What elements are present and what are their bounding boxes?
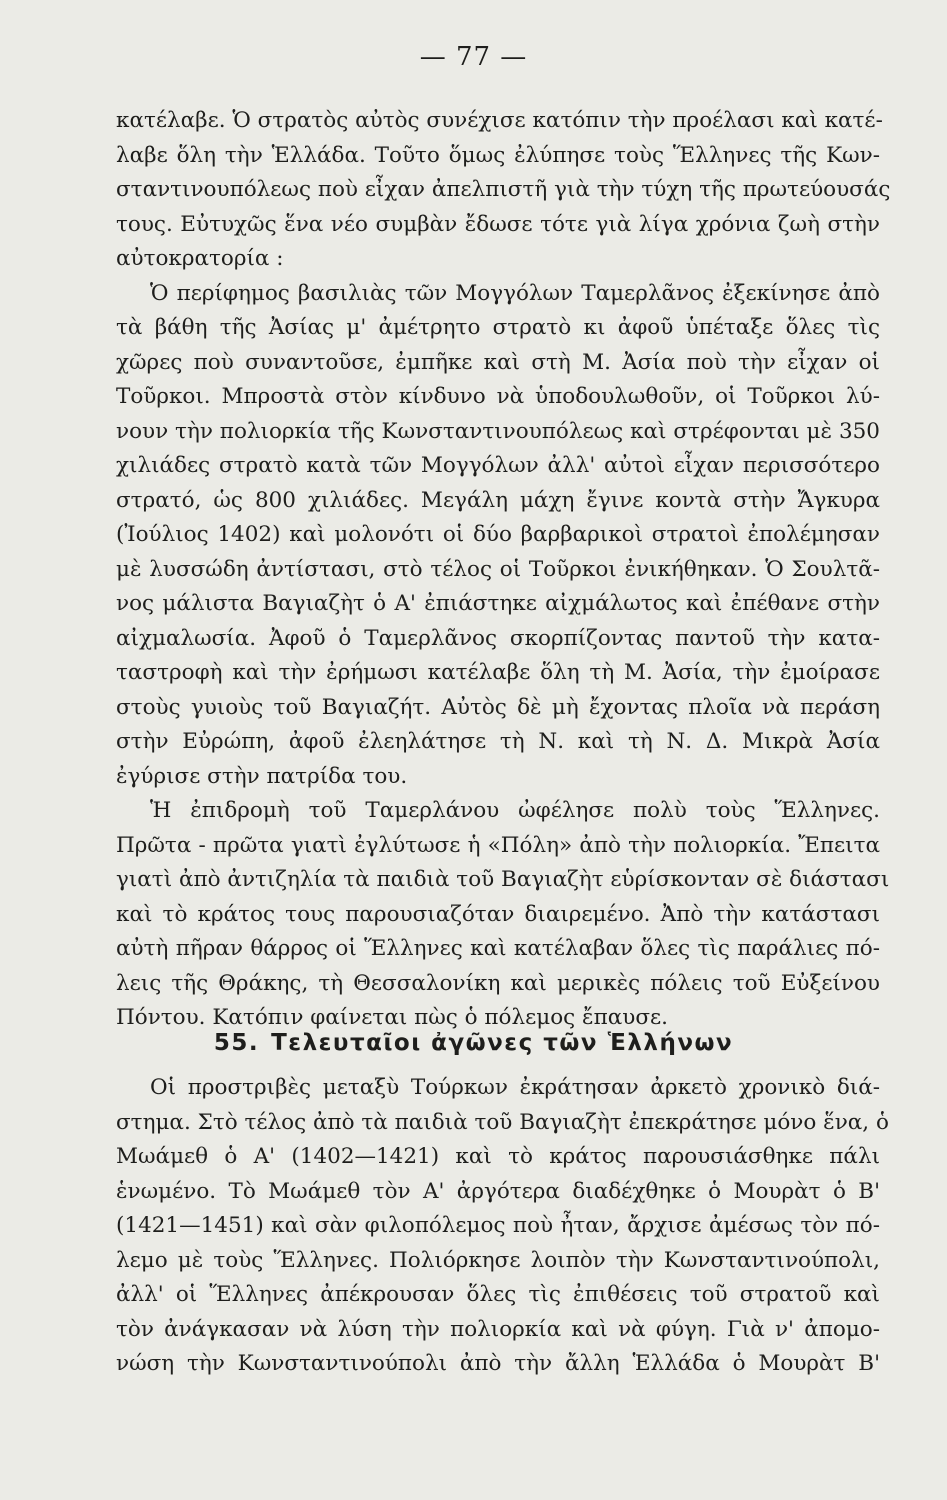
section-title: Τελευταῖοι ἀγῶνες τῶν Ἑλλήνων	[271, 1030, 734, 1056]
text-line: αἰχμαλωσία. Ἀφοῦ ὁ Ταμερλᾶνος σκορπίζοντας παντοῦ τὴν κατα-	[116, 625, 880, 651]
text-line: γιατὶ ἀπὸ ἀντιζηλία τὰ παιδιὰ τοῦ Βαγιαζὴτ εὑρίσκονταν σὲ διάστασι	[116, 867, 890, 892]
text-line: νώση τὴν Κωνσταντινούπολι ἀπὸ τὴν ἄλλη Ἑλλάδα ὁ Μουρὰτ Β'	[116, 1351, 880, 1376]
text-line: καὶ τὸ κράτος τους παρουσιαζόταν διαιρεμένο. Ἀπὸ τὴν κατάστασι	[116, 901, 880, 927]
text-line: αὐτοκρατορία :	[116, 246, 284, 271]
text-line: ἀλλ' οἱ Ἕλληνες ἀπέκρουσαν ὅλες τὶς ἐπιθέσεις τοῦ στρατοῦ καὶ	[116, 1282, 880, 1307]
text-line: Μωάμεθ ὁ Α' (1402—1421) καὶ τὸ κράτος παρουσιάσθηκε πάλι	[116, 1144, 880, 1169]
text-line: Ἡ ἐπιδρομὴ τοῦ Ταμερλάνου ὠφέλησε πολὺ τοὺς Ἕλληνες.	[150, 798, 880, 823]
text-line: νος μάλιστα Βαγιαζὴτ ὁ Α' ἐπιάστηκε αἰχμάλωτος καὶ ἐπέθανε στὴν	[116, 591, 880, 616]
text-line: κατέλαβε. Ὁ στρατὸς αὐτὸς συνέχισε κατόπιν τὴν προέλασι καὶ κατέ-	[116, 108, 883, 133]
text-line: αὐτὴ πῆραν θάρρος οἱ Ἕλληνες καὶ κατέλαβαν ὅλες τὶς παράλιες πό-	[116, 936, 880, 961]
text-line: στημα. Στὸ τέλος ἀπὸ τὰ παιδιὰ τοῦ Βαγιαζὴτ ἐπεκράτησε μόνο ἕνα, ὁ	[116, 1109, 889, 1135]
text-line: λεις τῆς Θράκης, τὴ Θεσσαλονίκη καὶ μερικὲς πόλεις τοῦ Εὐξείνου	[116, 970, 880, 996]
text-line: Πρῶτα - πρῶτα γιατὶ ἐγλύτωσε ἡ «Πόλη» ἀπὸ τὴν πολιορκία. Ἔπειτα	[116, 832, 880, 858]
page-number: — 77 —	[419, 42, 528, 72]
text-line: στοὺς γυιοὺς τοῦ Βαγιαζήτ. Αὐτὸς δὲ μὴ ἔχοντας πλοῖα νὰ περάση	[116, 694, 880, 720]
text-line: ταστροφὴ καὶ τὴν ἐρήμωσι κατέλαβε ὅλη τὴ Μ. Ἀσία, τὴν ἐμοίρασε	[116, 660, 880, 685]
text-line: τὰ βάθη τῆς Ἀσίας μ' ἀμέτρητο στρατὸ κι ἀφοῦ ὑπέταξε ὅλες τὶς	[116, 315, 880, 340]
text-line: λεμο μὲ τοὺς Ἕλληνες. Πολιόρκησε λοιπὸν τὴν Κωνσταντινούπολι,	[116, 1247, 880, 1273]
text-line: χῶρες ποὺ συναντοῦσε, ἐμπῆκε καὶ στὴ Μ. Ἀσία ποὺ τὴν εἶχαν οἱ	[116, 349, 880, 375]
text-line: στρατό, ὡς 800 χιλιάδες. Μεγάλη μάχη ἔγινε κοντὰ στὴν Ἄγκυρα	[116, 487, 880, 513]
text-line: νουν τὴν πολιορκία τῆς Κωνσταντινουπόλεως καὶ στρέφονται μὲ 350	[116, 418, 880, 444]
text-line: στὴν Εὐρώπη, ἀφοῦ ἐλεηλάτησε τὴ Ν. καὶ τὴ Ν. Δ. Μικρὰ Ἀσία	[116, 729, 880, 754]
section-number: 55.	[213, 1030, 260, 1056]
section-text	[116, 104, 891, 1036]
text-line: Πόντου. Κατόπιν φαίνεται πὼς ὁ πόλεμος ἔπαυσε.	[116, 1005, 668, 1030]
text-line: ἐγύρισε στὴν πατρίδα του.	[116, 763, 408, 789]
text-line: σταντινουπόλεως ποὺ εἶχαν ἀπελπιστῆ γιὰ τὴν τύχη τῆς πρωτεύουσάς	[116, 177, 891, 202]
text-line: ἑνωμένο. Τὸ Μωάμεθ τὸν Α' ἀργότερα διαδέχθηκε ὁ Μουρὰτ ὁ Β'	[116, 1178, 880, 1204]
text-line: τὸν ἀνάγκασαν νὰ λύση τὴν πολιορκία καὶ νὰ φύγη. Γιὰ ν' ἀπομο-	[116, 1316, 880, 1342]
text-line: χιλιάδες στρατὸ κατὰ τῶν Μογγόλων ἀλλ' αὐτοὶ εἶχαν περισσότερο	[116, 453, 880, 478]
text-line: μὲ λυσσώδη ἀντίστασι, στὸ τέλος οἱ Τοῦρκοι ἐνικήθηκαν. Ὁ Σουλτᾶ-	[116, 556, 880, 582]
text-line: τους. Εὐτυχῶς ἕνα νέο συμβὰν ἔδωσε τότε γιὰ λίγα χρόνια ζωὴ στὴν	[116, 211, 880, 237]
text-line: Οἱ προστριβὲς μεταξὺ Τούρκων ἐκράτησαν ἀρκετὸ χρονικὸ διά-	[150, 1075, 880, 1100]
text-line: (1421—1451) καὶ σὰν φιλοπόλεμος ποὺ ἦταν, ἄρχισε ἀμέσως τὸν πό-	[116, 1213, 880, 1238]
text-line: (Ἰούλιος 1402) καὶ μολονότι οἱ δύο βαρβαρικοὶ στρατοὶ ἐπολέμησαν	[116, 522, 880, 547]
text-line: Ὁ περίφημος βασιλιὰς τῶν Μογγόλων Ταμερλᾶνος ἐξεκίνησε ἀπὸ	[150, 280, 880, 306]
section-text	[116, 1071, 889, 1382]
text-line: λαβε ὅλη τὴν Ἑλλάδα. Τοῦτο ὅμως ἐλύπησε τοὺς Ἕλληνες τῆς Κων-	[116, 142, 880, 168]
text-line: Τοῦρκοι. Μπροστὰ στὸν κίνδυνο νὰ ὑποδουλωθοῦν, οἱ Τοῦρκοι λύ-	[116, 384, 880, 409]
section-heading	[0, 1030, 947, 1056]
